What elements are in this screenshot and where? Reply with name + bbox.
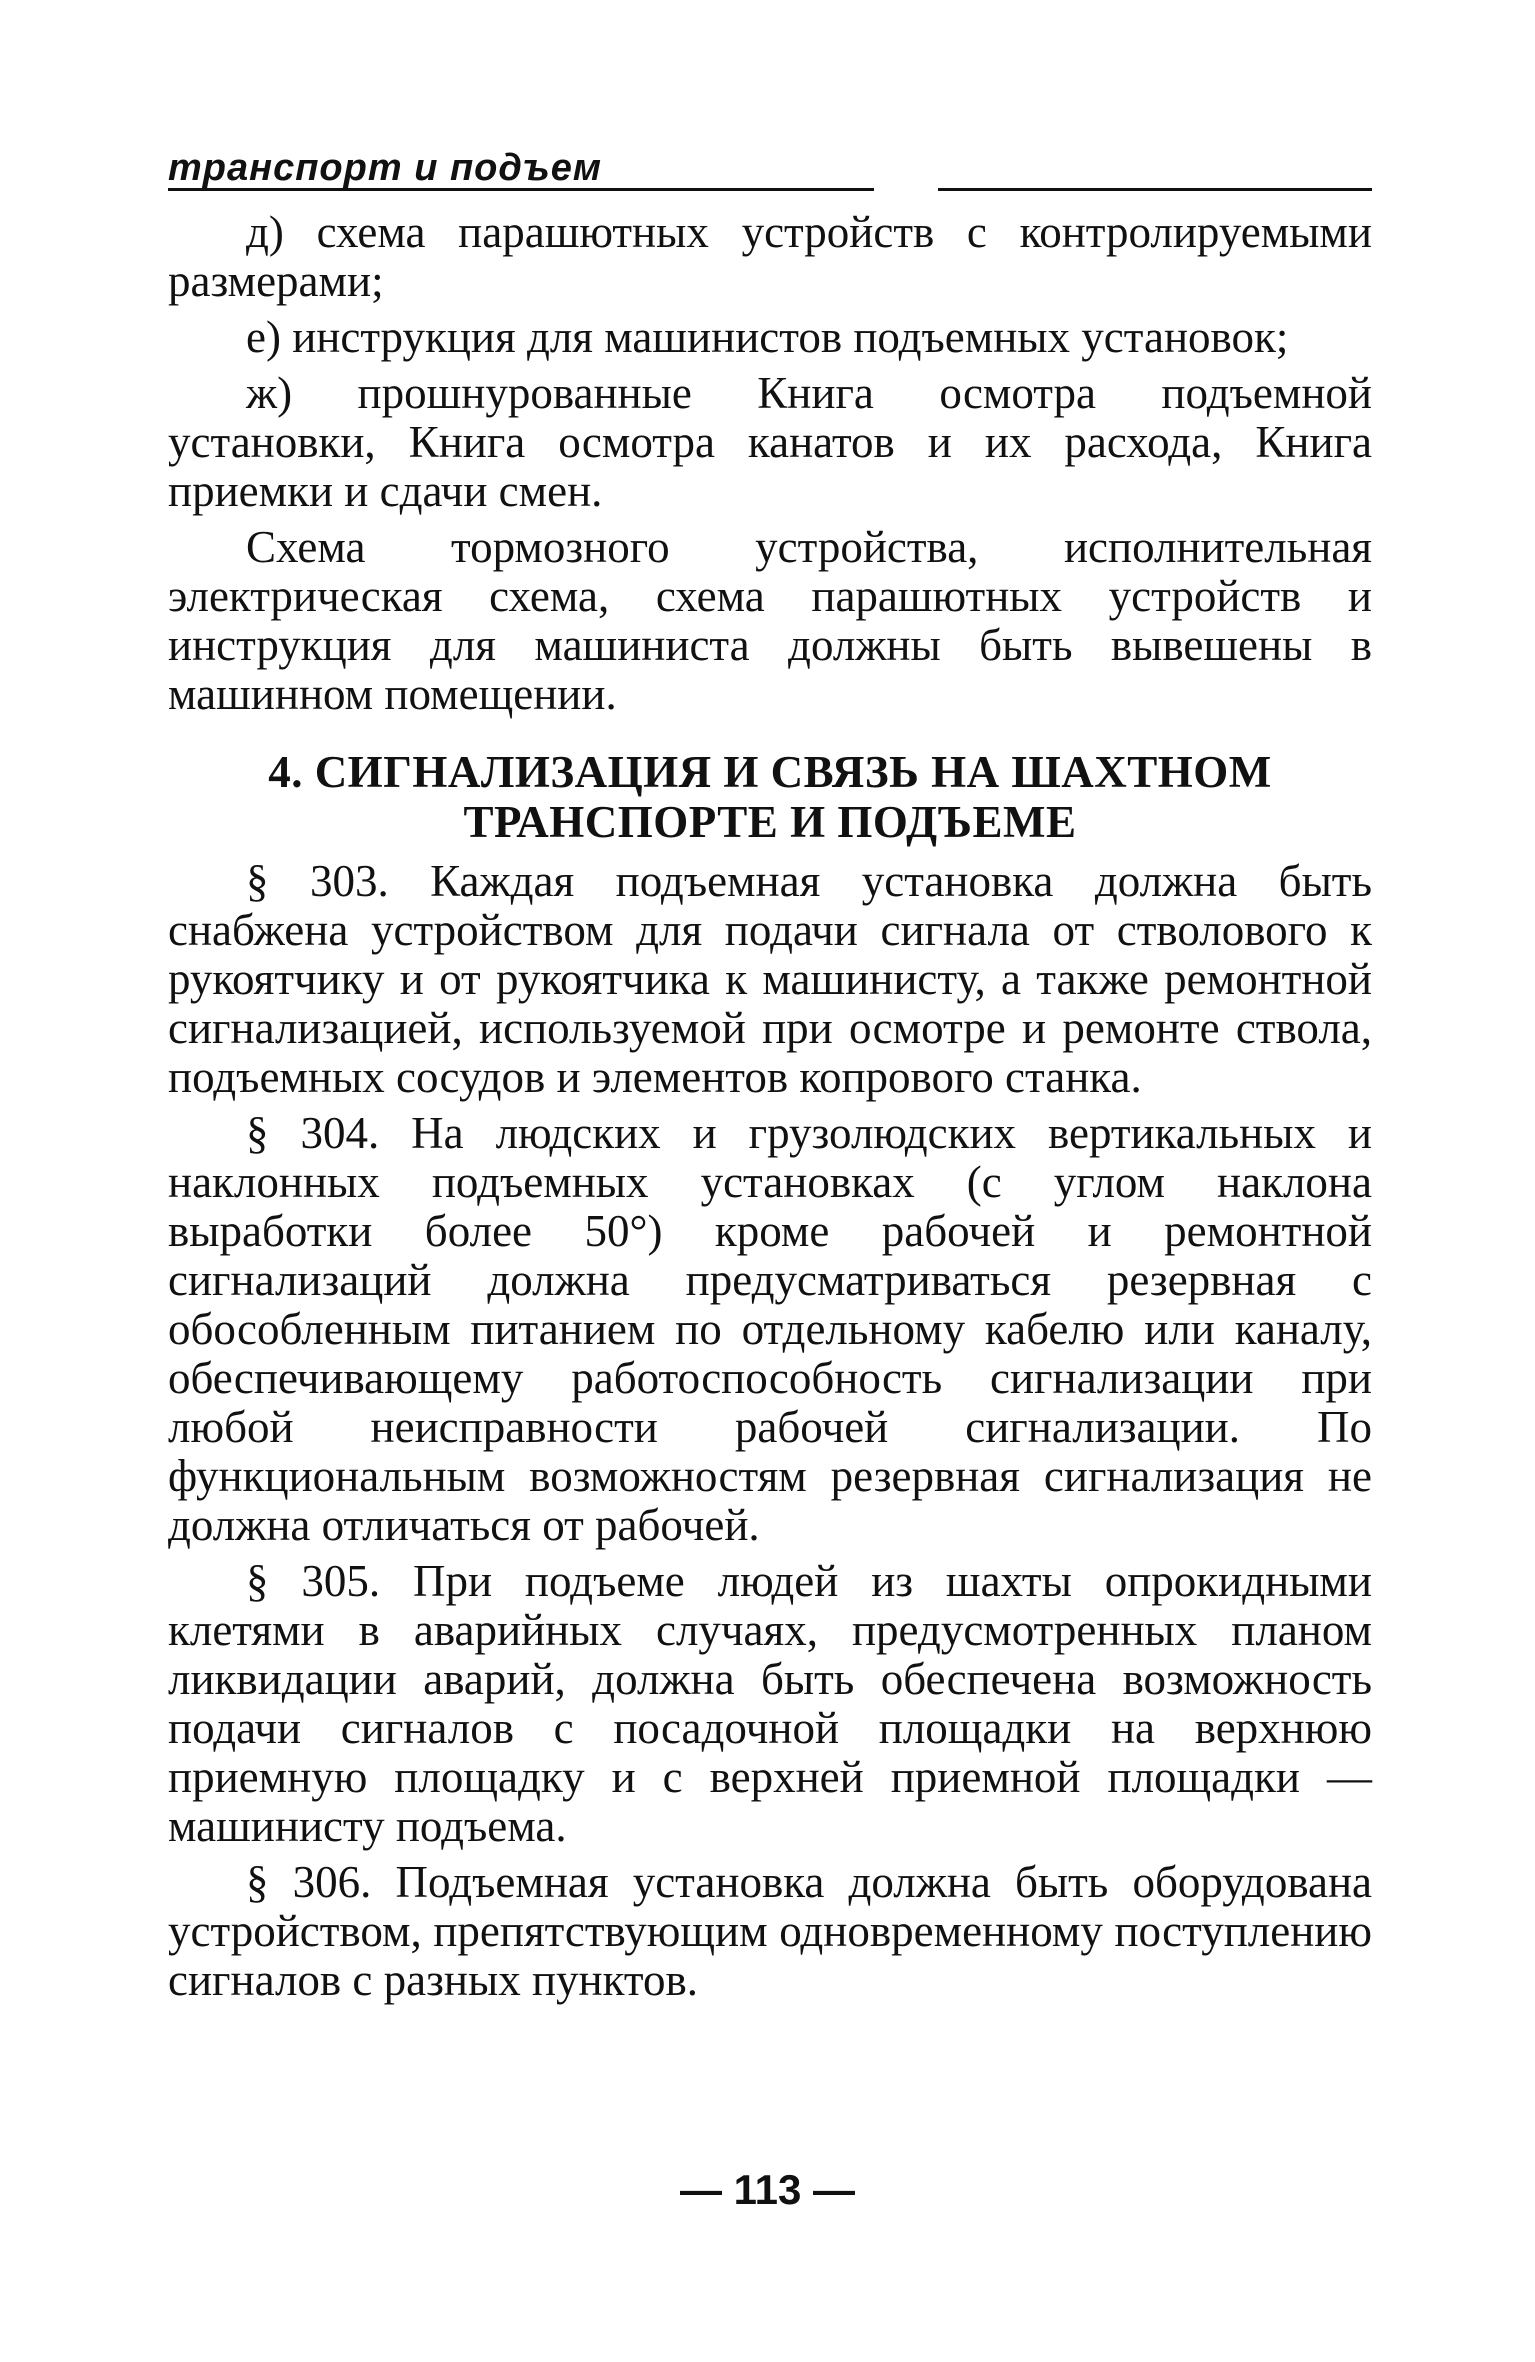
header-rule-right [938,188,1372,191]
paragraph-306: § 306. Подъемная установка должна быть оборудована устройством, препятствующим одновременному поступлению сигналов с разных пунктов. [168,1857,1372,2005]
section-heading-line: ТРАНСПОРТЕ И ПОДЪЕМЕ [463,797,1077,847]
list-item-zh: ж) прошнурованные Книга осмотра подъемной установки, Книга осмотра канатов и их расхода, Книга приемки и сдачи смен. [168,368,1372,516]
running-header [168,140,1372,196]
book-page [168,140,1372,2012]
body-paragraph: Схема тормозного устройства, исполнительная электрическая схема, схема парашютных устройств и инструкция для машиниста должны быть вывешены в машинном помещении. [168,522,1372,719]
paragraph-305: § 305. При подъеме людей из шахты опрокидными клетями в аварийных случаях, предусмотренных планом ликвидации аварий, должна быть обеспечена возможность подачи сигналов с посадочной площадки на верхнюю приемную площадку и с верхней приемной площадки — машинисту подъема. [168,1556,1372,1851]
list-item-d: д) схема парашютных устройств с контролируемыми размерами; [168,207,1372,306]
section-heading-line: 4. СИГНАЛИЗАЦИЯ И СВЯЗЬ НА ШАХТНОМ [268,747,1272,797]
section-heading [168,747,1372,847]
running-title: транспорт и подъем [168,147,602,189]
page-number: — 113 — [679,2166,856,2213]
list-item-e: е) инструкция для машинистов подъемных установок; [246,312,1289,362]
paragraph-304: § 304. На людских и грузолюдских вертикальных и наклонных подъемных установках (с углом наклона выработки более 50°) кроме рабочей и ремонтной сигнализаций должна предусматриваться резервная с обособленным питанием по отдельному кабелю или каналу, обеспечивающему работоспособность сигнализации при любой неисправности рабочей сигнализации. По функциональным возможностям резервная сигнализация не должна отличаться от рабочей. [168,1108,1372,1550]
paragraph-303: § 303. Каждая подъемная установка должна быть снабжена устройством для подачи сигнала от стволового к рукоятчику и от рукоятчика к машинисту, а также ремонтной сигнализацией, используемой при осмотре и ремонте ствола, подъемных сосудов и элементов копрового станка. [168,856,1372,1102]
header-rule-left [168,188,874,191]
